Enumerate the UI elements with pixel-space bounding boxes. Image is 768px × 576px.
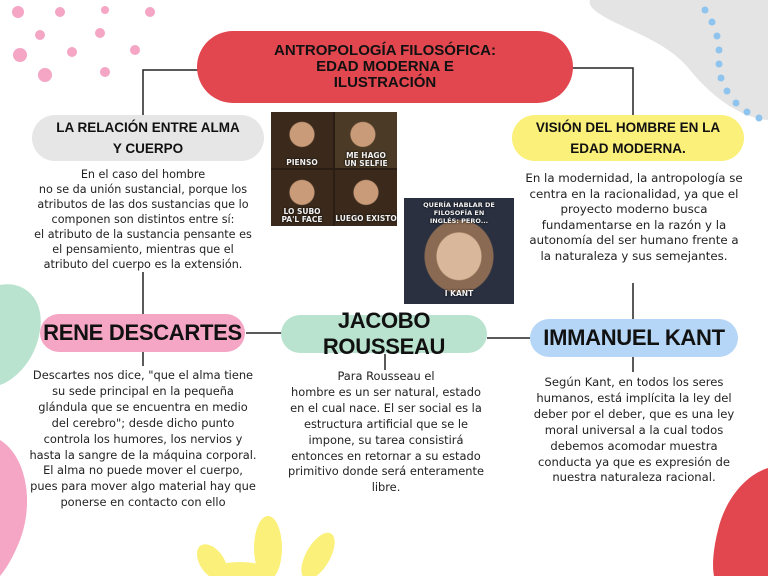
- kant-meme-bottom-caption: I KANT: [444, 289, 474, 298]
- kant-name-box: [530, 319, 738, 357]
- descartes-text: Descartes nos dice, "que el alma tiene su sede principal en la pequeña glándula que se encuentra en medio del cerebro"; desde dicho punto controla los humores, los nervios y hasta la sangre de la máquina corporal. El alma no puede mover el cuerpo, pues para mover algo material hay que ponerse en contacto con ello: [29, 368, 257, 510]
- pink-blob-shape: [0, 440, 27, 576]
- pink-dots-decoration: [12, 6, 155, 82]
- title-line-1: ANTROPOLOGÍA FILOSÓFICA:: [274, 42, 496, 59]
- descartes-name-box: [40, 314, 245, 352]
- descartes-name: RENE DESCARTES: [43, 320, 242, 345]
- main-title-box: [197, 31, 573, 103]
- yellow-blob-shapes: [191, 516, 342, 576]
- left-topic-line-2: Y CUERPO: [112, 141, 184, 156]
- meme-caption-2: ME HAGO UN SELFIE: [344, 151, 388, 168]
- meme-caption-3: LO SUBO PA'L FACE: [281, 207, 323, 224]
- grey-blob-shape: [590, 0, 768, 120]
- rousseau-name-box: [281, 308, 487, 359]
- descartes-meme-image: [271, 112, 397, 226]
- right-topic-text: En la modernidad, la antropología se centra en la racionalidad, ya que el proyecto moderno busca fundamentarse en la razón y la autonomía del ser humano frente a la naturaleza y sus semejantes.: [525, 171, 743, 263]
- right-topic-box: [512, 115, 744, 161]
- meme-caption-1: PIENSO: [286, 158, 318, 167]
- left-topic-box: [32, 115, 264, 161]
- left-topic-line-1: LA RELACIÓN ENTRE ALMA: [56, 120, 240, 135]
- rousseau-text: Para Rousseau el hombre es un ser natural, estado en el cual nace. El ser social es la estructura artificial que se le impone, su tarea consistirá entonces en retornar a su estado primitivo donde será enteramente libre.: [288, 369, 484, 495]
- title-line-2: EDAD MODERNA E: [316, 58, 454, 75]
- title-line-3: ILUSTRACIÓN: [333, 74, 437, 91]
- right-topic-line-2: EDAD MODERNA.: [570, 141, 686, 156]
- kant-meme-image: [404, 198, 514, 304]
- rousseau-name: JACOBO ROUSSEAU: [322, 308, 446, 359]
- kant-text: Según Kant, en todos los seres humanos, está implícita la ley del deber por el deber, que es una ley moral universal a la cual todos debemos acomodar muestra conducta ya que es expresión de nuestra naturaleza racional.: [533, 375, 735, 485]
- kant-meme-top-caption: QUERÍA HABLAR DE FILOSOFÍA EN INGLÉS: PERO...: [423, 201, 495, 225]
- meme-caption-4: LUEGO EXISTO: [335, 214, 397, 223]
- kant-name: IMMANUEL KANT: [543, 325, 725, 350]
- right-topic-line-1: VISIÓN DEL HOMBRE EN LA: [535, 120, 721, 135]
- left-topic-text: En el caso del hombre no se da unión sustancial, porque los atributos de las dos sustancias que lo componen son distintos entre sí: el atributo de la sustancia pensante es el pensamiento, mientras que el atributo del cuerpo es la extensión.: [34, 168, 252, 271]
